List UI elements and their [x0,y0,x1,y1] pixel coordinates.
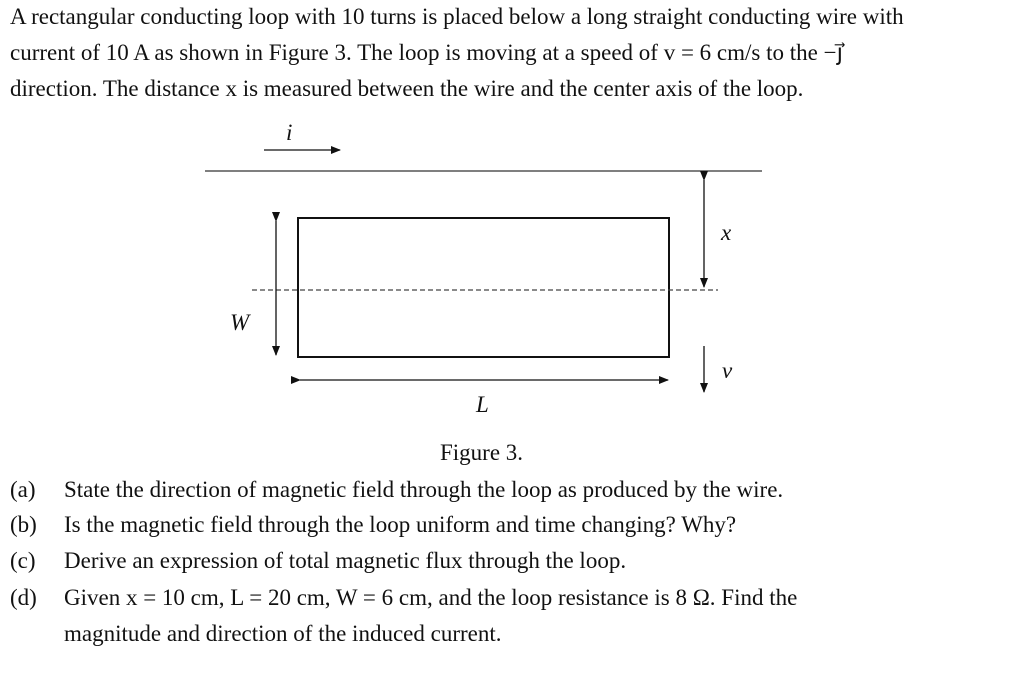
question-b-label: (b) [10,512,37,537]
length-label: L [476,392,489,417]
question-a-text: State the direction of magnetic field through the loop as produced by the wire. [64,477,784,502]
intro-line-1: A rectangular conducting loop with 10 turns is placed below a long straight conducting wire with [10,4,904,29]
question-b-text: Is the magnetic field through the loop uniform and time changing? Why? [64,512,737,537]
question-c-label: (c) [10,548,36,573]
intro-line-2: current of 10 A as shown in Figure 3. The loop is moving at a speed of v = 6 cm/s to the −j⃗ [10,40,843,65]
question-d-text-line-1: Given x = 10 cm, L = 20 cm, W = 6 cm, and the loop resistance is 8 Ω. Find the [64,585,798,610]
width-label: W [230,310,250,335]
question-c-text: Derive an expression of total magnetic flux through the loop. [64,548,627,573]
question-a-label: (a) [10,477,36,502]
question-d-text-line-2: magnitude and direction of the induced current. [64,621,502,646]
velocity-label: v [722,358,733,383]
current-label: i [286,120,293,145]
figure-caption: Figure 3. [440,440,524,465]
intro-line-3: direction. The distance x is measured between the wire and the center axis of the loop. [10,76,804,101]
conducting-loop [298,218,669,357]
distance-label: x [721,220,732,245]
question-d-label: (d) [10,585,37,610]
